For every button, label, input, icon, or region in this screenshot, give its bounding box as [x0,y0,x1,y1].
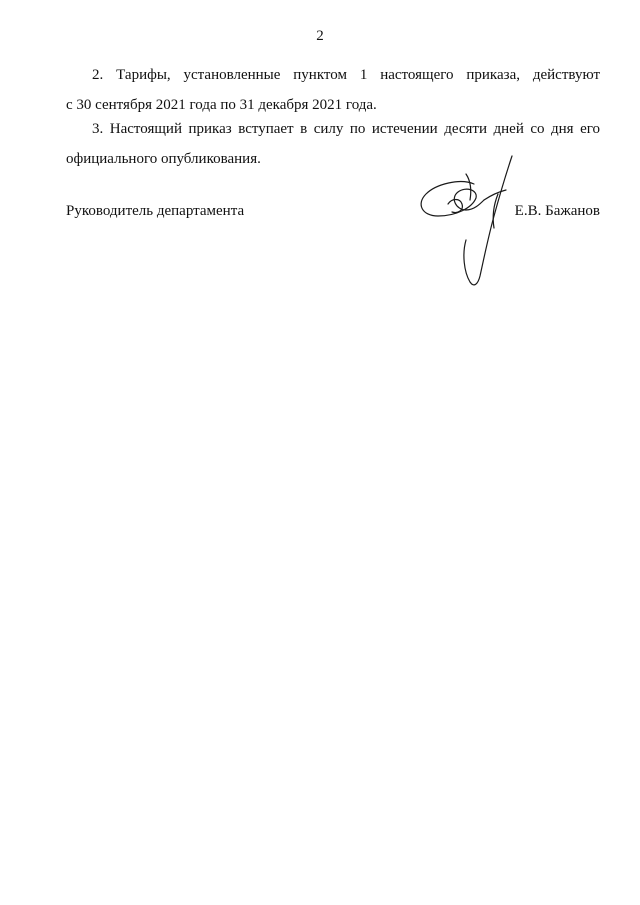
page-number: 2 [316,28,324,44]
paragraph-2-text-2: с 30 сентября 2021 года по 31 декабря 2021 года. [66,97,377,113]
paragraph-3-number: 3. [92,121,104,137]
handwritten-signature [414,154,524,294]
paragraph-3-text-2: официального опубликования. [66,151,261,167]
paragraph-3-text-1: Настоящий приказ вступает в силу по истечении десяти дней со дня его [109,121,601,137]
signer-position: Руководитель департамента [66,203,245,219]
paragraph-2-line-1 [66,60,600,90]
paragraph-2-number: 2. [92,67,104,83]
paragraph-3-line-1 [66,114,600,144]
signer-name: Е.В. Бажанов [514,203,600,219]
paragraph-2-text-1: Тарифы, установленные пунктом 1 настоящего приказа, действуют [116,67,601,83]
paragraph-2 [66,60,600,120]
